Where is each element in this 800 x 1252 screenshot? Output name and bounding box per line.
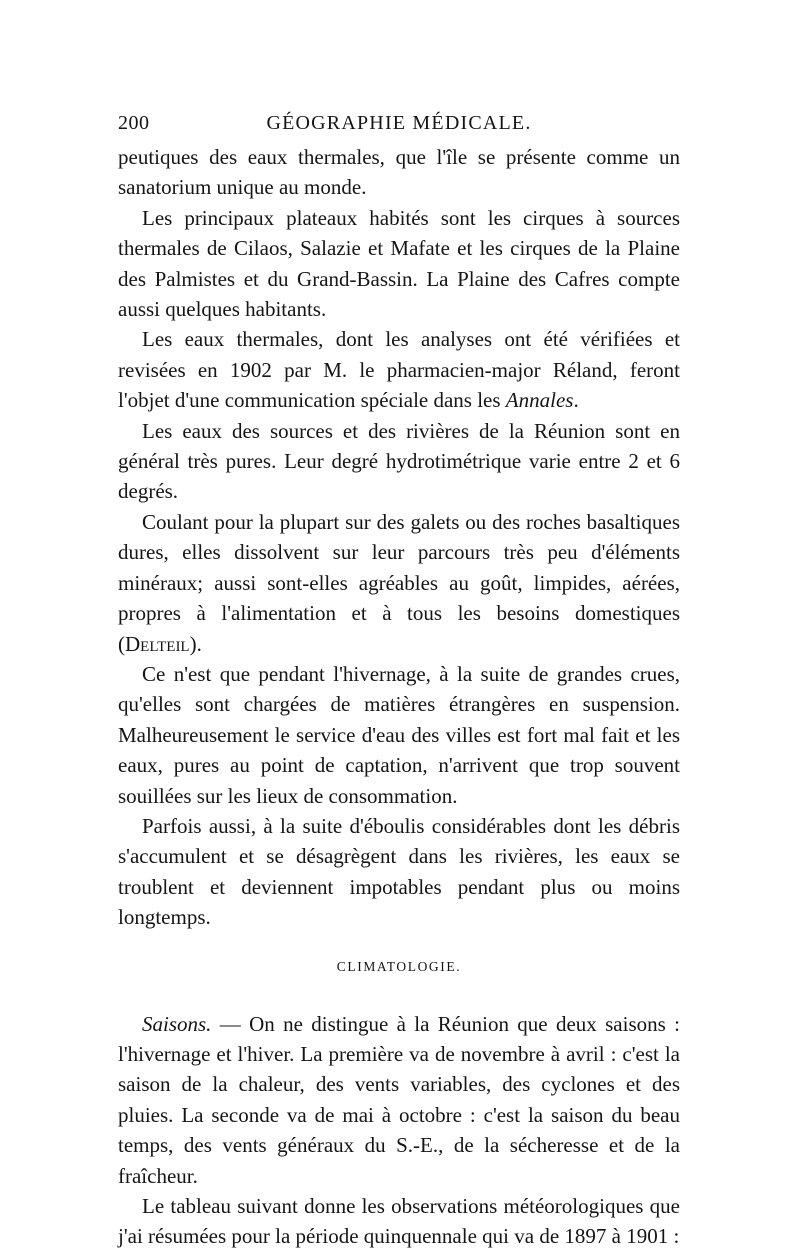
page-number: 200 (118, 112, 150, 134)
paragraph-continued: peutiques des eaux thermales, que l'île se présente comme un sanatorium unique au monde. (118, 145, 680, 200)
paragraph-water-purity: Les eaux des sources et des rivières de la Réunion sont en général très pures. Leur degré hydrotimétrique varie entre 2 et 6 degrés. (118, 418, 680, 504)
paragraph-thermal-waters (118, 324, 680, 415)
paragraph-table-intro: Le tableau suivant donne les observations météorologiques que j'ai résumées pour la période quinquennale qui va de 1897 à 1901 : (118, 1194, 680, 1249)
text-run: — On ne distingue à la Réunion que deux saisons : l'hivernage et l'hiver. La première va de novembre à avril : c'est la saison de la chaleur, des vents variables, des cyclones et des pluies. La seconde va de mai à octobre : c'est la saison du beau temps, des vents généraux du S.-E., de la sécheresse et de la fraîcheur. (118, 1011, 680, 1188)
paragraph-eboulis: Parfois aussi, à la suite d'éboulis considérables dont les débris s'accumulent et se désagrègent dans les rivières, les eaux se troublent et deviennent impotables pendant plus ou moins longtemps. (118, 813, 680, 930)
paragraph-hivernage: Ce n'est que pendant l'hivernage, à la suite de grandes crues, qu'elles sont chargées de matières étrangères en suspension. Malheureusement le service d'eau des villes est fort mal fait et les eaux, pures au point de captation, n'arrivent que trop souvent souillées sur les lieux de consommation. (118, 661, 680, 808)
text-run: Coulant pour la plupart sur des galets ou des roches basaltiques dures, elles dissolvent sur leur parcours très peu d'éléments minéraux; aussi sont-elles agréables au goût, limpides, aérées, propres à l'alimentation et à tous les besoins domestiques ( (118, 509, 680, 656)
running-head (118, 112, 680, 142)
text-run: . (573, 388, 579, 413)
text-run: ). (189, 631, 202, 656)
running-title: GÉOGRAPHIE MÉDICALE. (266, 112, 532, 134)
italic-term: Annales (505, 388, 574, 413)
paragraph-basaltic-rocks (118, 507, 680, 659)
author-name: Delteil (125, 631, 190, 656)
seasons-label: Saisons. (142, 1011, 212, 1036)
text-run: Les eaux thermales, dont les analyses ont été vérifiées et revisées en 1902 par M. le pharmacien-major Réland, feront l'objet d'une communication spéciale dans les (118, 327, 680, 413)
paragraph-plateaux: Les principaux plateaux habités sont les cirques à sources thermales de Cilaos, Salazie et Mafate et les cirques de la Plaine des Palmistes et du Grand-Bassin. La Plaine des Cafres compte aussi quelques habitants. (118, 205, 680, 322)
section-heading: CLIMATOLOGIE. (336, 958, 462, 974)
paragraph-seasons (118, 1009, 680, 1191)
